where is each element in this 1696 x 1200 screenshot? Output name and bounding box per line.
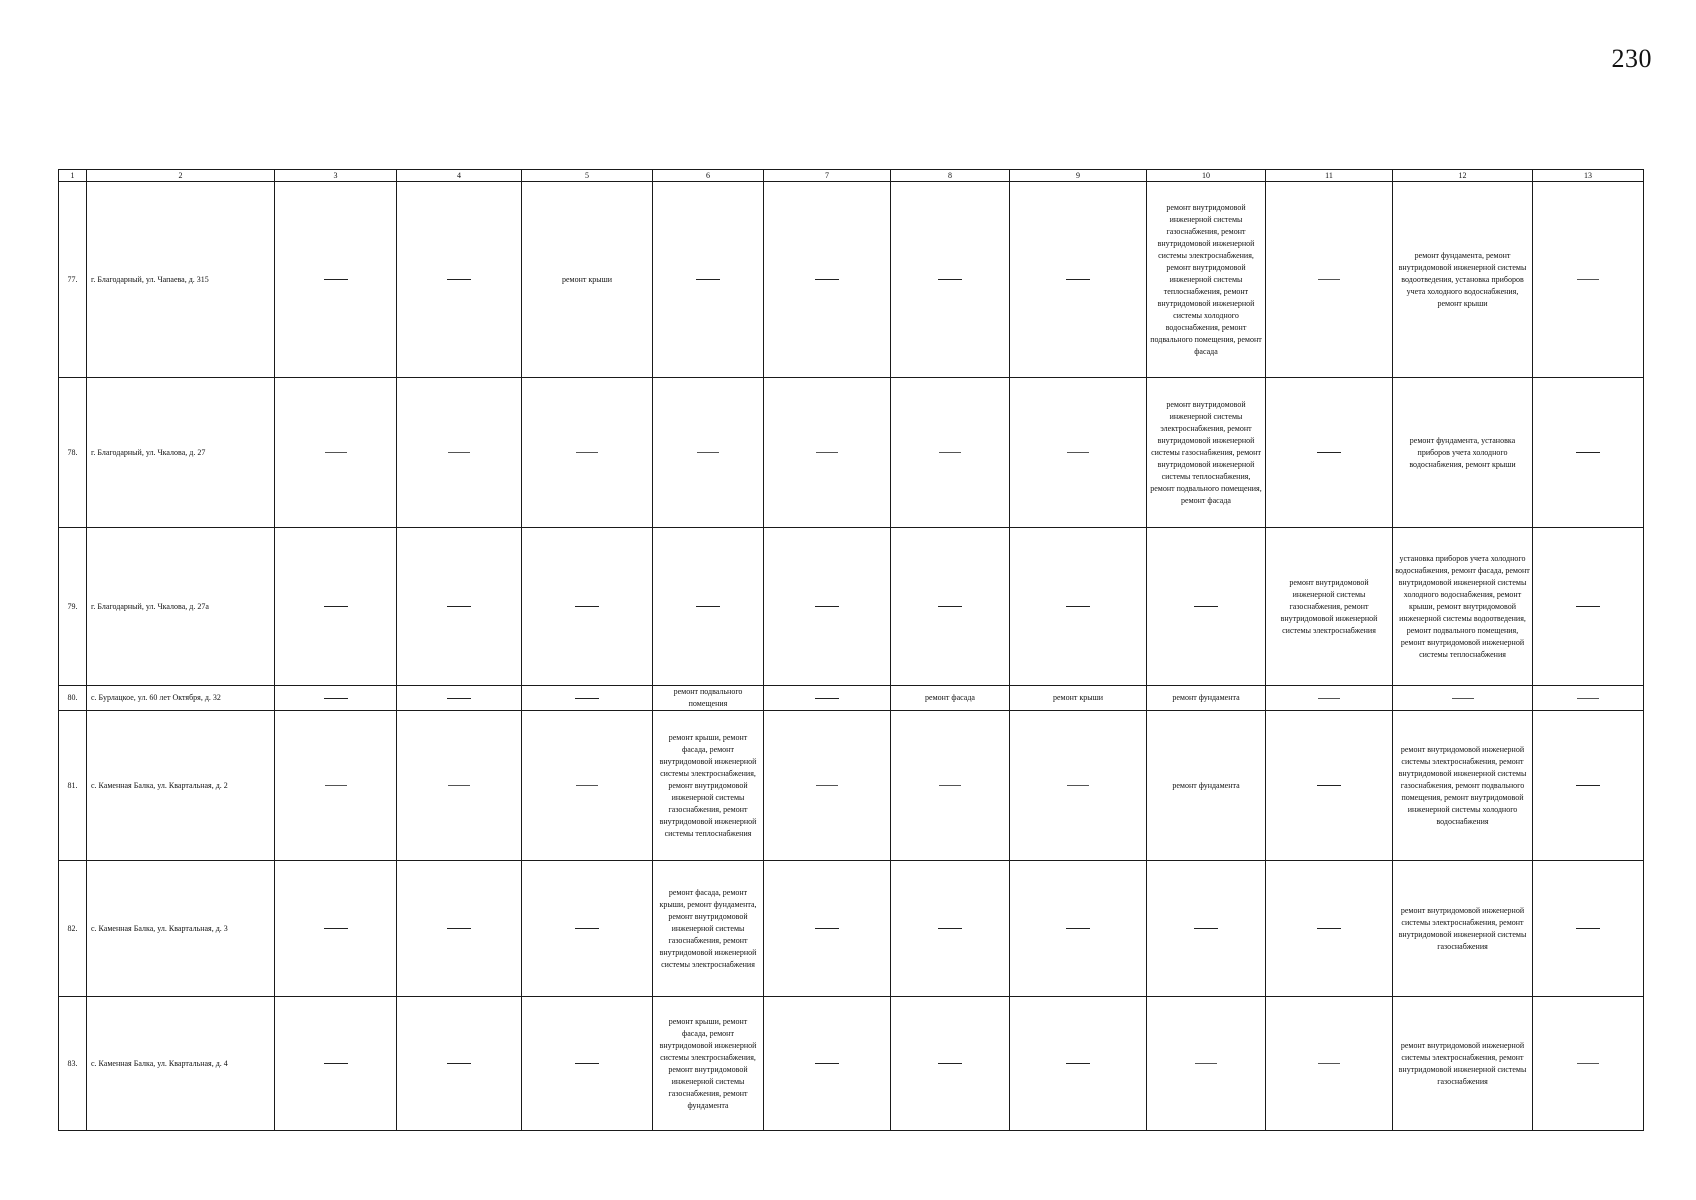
dash-mark: [447, 698, 471, 699]
address-text: с. Каменная Балка, ул. Квартальная, д. 4: [91, 1058, 228, 1068]
work-cell-3: [275, 182, 397, 378]
dash-mark: [447, 1063, 471, 1064]
row-number: 80.: [67, 693, 78, 702]
work-cell-13: [1533, 528, 1644, 686]
work-cell-9: [1010, 378, 1147, 528]
column-number: 9: [1010, 170, 1147, 182]
work-cell-8: [891, 182, 1010, 378]
work-cell-5: [522, 182, 653, 378]
address-text: с. Каменная Балка, ул. Квартальная, д. 3: [91, 923, 228, 933]
column-number: 4: [397, 170, 522, 182]
repair-works-table: [58, 169, 1644, 1131]
column-number: 13: [1533, 170, 1644, 182]
dash-mark: [815, 606, 839, 607]
dash-mark: [1577, 1063, 1599, 1064]
dash-mark: [576, 785, 598, 786]
dash-mark: [1317, 785, 1341, 786]
work-cell-7: [764, 686, 891, 711]
work-text: ремонт крыши: [561, 274, 613, 284]
dash-mark: [576, 452, 598, 453]
table-row: [59, 528, 1644, 686]
work-cell-6: [653, 997, 764, 1131]
work-cell-9: [1010, 528, 1147, 686]
row-number: 78.: [67, 447, 78, 457]
address-text: г. Благодарный, ул. Чкалова, д. 27а: [91, 601, 209, 611]
dash-mark: [1318, 1063, 1340, 1064]
address-text: г. Благодарный, ул. Чапаева, д. 315: [91, 274, 209, 284]
work-cell-4: [397, 528, 522, 686]
work-cell-4: [397, 711, 522, 861]
work-cell-8: [891, 528, 1010, 686]
dash-mark: [938, 1063, 962, 1064]
work-cell-11: [1266, 711, 1393, 861]
column-number: 10: [1147, 170, 1266, 182]
dash-mark: [1066, 1063, 1090, 1064]
row-number-cell: [59, 378, 87, 528]
address-cell: [87, 528, 275, 686]
work-cell-3: [275, 861, 397, 997]
work-cell-4: [397, 182, 522, 378]
work-cell-4: [397, 861, 522, 997]
column-number: 6: [653, 170, 764, 182]
dash-mark: [575, 698, 599, 699]
page-number: 230: [1611, 44, 1652, 73]
work-cell-4: [397, 997, 522, 1131]
address-cell: [87, 686, 275, 711]
work-cell-6: [653, 378, 764, 528]
column-number: 1: [59, 170, 87, 182]
work-text: ремонт внутридомовой инженерной системы электроснабжения, ремонт внутридомовой инженерной системы газоснабжения: [1398, 905, 1527, 951]
address-text: с. Бурлацкое, ул. 60 лет Октября, д. 32: [91, 693, 221, 702]
dash-mark: [696, 279, 720, 280]
work-cell-7: [764, 997, 891, 1131]
work-cell-13: [1533, 686, 1644, 711]
work-cell-3: [275, 686, 397, 711]
work-text: ремонт фасада, ремонт крыши, ремонт фундамента, ремонт внутридомовой инженерной системы газоснабжения, ремонт внутридомовой инженерной системы электроснабжения: [659, 887, 757, 969]
dash-mark: [1576, 785, 1600, 786]
dash-mark: [1577, 698, 1599, 699]
dash-mark: [696, 606, 720, 607]
column-number: 5: [522, 170, 653, 182]
dash-mark: [1194, 928, 1218, 929]
table-row: [59, 997, 1644, 1131]
address-cell: [87, 711, 275, 861]
address-cell: [87, 378, 275, 528]
work-cell-11: [1266, 182, 1393, 378]
dash-mark: [447, 606, 471, 607]
row-number-cell: [59, 997, 87, 1131]
dash-mark: [815, 279, 839, 280]
work-cell-13: [1533, 997, 1644, 1131]
dash-mark: [939, 452, 961, 453]
work-cell-8: [891, 711, 1010, 861]
column-number: 11: [1266, 170, 1393, 182]
table-body: [59, 182, 1644, 1131]
work-cell-13: [1533, 378, 1644, 528]
dash-mark: [816, 452, 838, 453]
work-text: ремонт крыши: [1052, 693, 1104, 702]
work-cell-7: [764, 378, 891, 528]
column-number: 2: [87, 170, 275, 182]
work-cell-6: [653, 711, 764, 861]
table-row: [59, 711, 1644, 861]
work-cell-7: [764, 528, 891, 686]
dash-mark: [324, 698, 348, 699]
work-text: ремонт фундамента, установка приборов учета холодного водоснабжения, ремонт крыши: [1409, 435, 1516, 469]
dash-mark: [1317, 928, 1341, 929]
work-cell-11: [1266, 686, 1393, 711]
address-text: с. Каменная Балка, ул. Квартальная, д. 2: [91, 780, 228, 790]
work-cell-13: [1533, 182, 1644, 378]
dash-mark: [816, 785, 838, 786]
row-number-cell: [59, 861, 87, 997]
dash-mark: [1066, 279, 1090, 280]
work-cell-6: [653, 182, 764, 378]
work-cell-10: [1147, 711, 1266, 861]
work-cell-7: [764, 861, 891, 997]
dash-mark: [697, 452, 719, 453]
work-cell-7: [764, 711, 891, 861]
address-text: г. Благодарный, ул. Чкалова, д. 27: [91, 447, 206, 457]
work-cell-5: [522, 861, 653, 997]
dash-mark: [1318, 698, 1340, 699]
work-cell-11: [1266, 528, 1393, 686]
dash-mark: [324, 279, 348, 280]
work-cell-3: [275, 711, 397, 861]
dash-mark: [938, 928, 962, 929]
dash-mark: [324, 1063, 348, 1064]
dash-mark: [1452, 698, 1474, 699]
work-cell-12: [1393, 861, 1533, 997]
dash-mark: [447, 279, 471, 280]
work-text: ремонт фундамента: [1172, 693, 1240, 702]
column-number: 7: [764, 170, 891, 182]
work-cell-6: [653, 528, 764, 686]
column-number: 8: [891, 170, 1010, 182]
work-cell-5: [522, 528, 653, 686]
work-text: ремонт крыши, ремонт фасада, ремонт внутридомовой инженерной системы электроснабжения, ремонт внутридомовой инженерной системы газоснабжения, ремонт внутридомовой инженерной системы теплоснабжения: [659, 732, 757, 838]
work-cell-9: [1010, 711, 1147, 861]
work-cell-13: [1533, 861, 1644, 997]
table-row: [59, 378, 1644, 528]
dash-mark: [1066, 606, 1090, 607]
table-row: [59, 686, 1644, 711]
dash-mark: [815, 928, 839, 929]
dash-mark: [448, 785, 470, 786]
work-cell-11: [1266, 378, 1393, 528]
dash-mark: [447, 928, 471, 929]
row-number-cell: [59, 528, 87, 686]
work-cell-10: [1147, 686, 1266, 711]
dash-mark: [325, 785, 347, 786]
work-text: ремонт внутридомовой инженерной системы электроснабжения, ремонт внутридомовой инженерной системы газоснабжения: [1398, 1040, 1527, 1086]
dash-mark: [575, 606, 599, 607]
row-number-cell: [59, 686, 87, 711]
work-cell-12: [1393, 378, 1533, 528]
row-number: 82.: [67, 923, 78, 933]
dash-mark: [1195, 1063, 1217, 1064]
work-cell-11: [1266, 997, 1393, 1131]
row-number: 79.: [67, 601, 78, 611]
dash-mark: [1576, 928, 1600, 929]
work-cell-12: [1393, 182, 1533, 378]
work-cell-5: [522, 686, 653, 711]
dash-mark: [1194, 606, 1218, 607]
work-text: ремонт подвального помещения: [673, 687, 743, 708]
work-text: ремонт фасада: [925, 693, 975, 702]
work-cell-10: [1147, 182, 1266, 378]
column-number-row: [59, 170, 1644, 182]
address-cell: [87, 182, 275, 378]
dash-mark: [1577, 279, 1599, 280]
dash-mark: [448, 452, 470, 453]
work-cell-10: [1147, 378, 1266, 528]
work-text: установка приборов учета холодного водоснабжения, ремонт фасада, ремонт внутридомовой инженерной системы холодного водоснабжения, ремонт крыши, ремонт внутридомовой инженерной системы водоотведения, ремонт подвального помещения, ремонт внутридомовой инженерной системы теплоснабжения: [1395, 553, 1530, 659]
work-cell-4: [397, 686, 522, 711]
work-cell-10: [1147, 528, 1266, 686]
address-cell: [87, 861, 275, 997]
row-number: 83.: [67, 1058, 78, 1068]
work-cell-4: [397, 378, 522, 528]
work-cell-12: [1393, 711, 1533, 861]
table-row: [59, 861, 1644, 997]
dash-mark: [1067, 452, 1089, 453]
dash-mark: [1067, 785, 1089, 786]
work-cell-9: [1010, 861, 1147, 997]
dash-mark: [324, 606, 348, 607]
work-cell-5: [522, 378, 653, 528]
work-cell-8: [891, 378, 1010, 528]
dash-mark: [575, 928, 599, 929]
work-text: ремонт фундамента, ремонт внутридомовой инженерной системы водоотведения, установка приборов учета холодного водоснабжения, ремонт крыши: [1398, 250, 1527, 308]
work-cell-6: [653, 686, 764, 711]
work-cell-8: [891, 686, 1010, 711]
row-number: 77.: [67, 274, 78, 284]
work-cell-5: [522, 711, 653, 861]
work-cell-12: [1393, 997, 1533, 1131]
work-text: ремонт внутридомовой инженерной системы газоснабжения, ремонт внутридомовой инженерной системы электроснабжения, ремонт внутридомовой инженерной системы теплоснабжения, ремонт внутридомовой инженерной системы холодного водоснабжения, ремонт подвального помещения, ремонт фасада: [1150, 202, 1262, 356]
work-text: ремонт фундамента: [1172, 780, 1240, 790]
dash-mark: [1318, 279, 1340, 280]
work-cell-11: [1266, 861, 1393, 997]
work-text: ремонт крыши, ремонт фасада, ремонт внутридомовой инженерной системы электроснабжения, ремонт внутридомовой инженерной системы газоснабжения, ремонт фундамента: [659, 1016, 757, 1110]
row-number-cell: [59, 182, 87, 378]
work-cell-13: [1533, 711, 1644, 861]
work-cell-9: [1010, 686, 1147, 711]
table-row: [59, 182, 1644, 378]
work-cell-5: [522, 997, 653, 1131]
work-cell-12: [1393, 528, 1533, 686]
row-number: 81.: [67, 780, 78, 790]
dash-mark: [325, 452, 347, 453]
work-cell-6: [653, 861, 764, 997]
work-cell-3: [275, 378, 397, 528]
work-cell-9: [1010, 997, 1147, 1131]
dash-mark: [1576, 606, 1600, 607]
work-cell-12: [1393, 686, 1533, 711]
work-cell-8: [891, 997, 1010, 1131]
work-cell-3: [275, 997, 397, 1131]
dash-mark: [575, 1063, 599, 1064]
work-cell-7: [764, 182, 891, 378]
dash-mark: [815, 698, 839, 699]
dash-mark: [324, 928, 348, 929]
work-text: ремонт внутридомовой инженерной системы электроснабжения, ремонт внутридомовой инженерной системы газоснабжения, ремонт внутридомовой инженерной системы теплоснабжения, ремонт подвального помещения, ремонт фасада: [1150, 399, 1262, 505]
work-cell-9: [1010, 182, 1147, 378]
work-text: ремонт внутридомовой инженерной системы электроснабжения, ремонт внутридомовой инженерной системы газоснабжения, ремонт подвального помещения, ремонт внутридомовой инженерной системы холодного водоснабжения: [1398, 744, 1527, 826]
dash-mark: [1066, 928, 1090, 929]
column-number: 12: [1393, 170, 1533, 182]
dash-mark: [938, 606, 962, 607]
dash-mark: [1317, 452, 1341, 453]
dash-mark: [815, 1063, 839, 1064]
work-cell-8: [891, 861, 1010, 997]
work-cell-3: [275, 528, 397, 686]
work-text: ремонт внутридомовой инженерной системы газоснабжения, ремонт внутридомовой инженерной системы электроснабжения: [1280, 577, 1378, 635]
dash-mark: [939, 785, 961, 786]
work-cell-10: [1147, 861, 1266, 997]
dash-mark: [1576, 452, 1600, 453]
column-number: 3: [275, 170, 397, 182]
dash-mark: [938, 279, 962, 280]
work-cell-10: [1147, 997, 1266, 1131]
address-cell: [87, 997, 275, 1131]
row-number-cell: [59, 711, 87, 861]
